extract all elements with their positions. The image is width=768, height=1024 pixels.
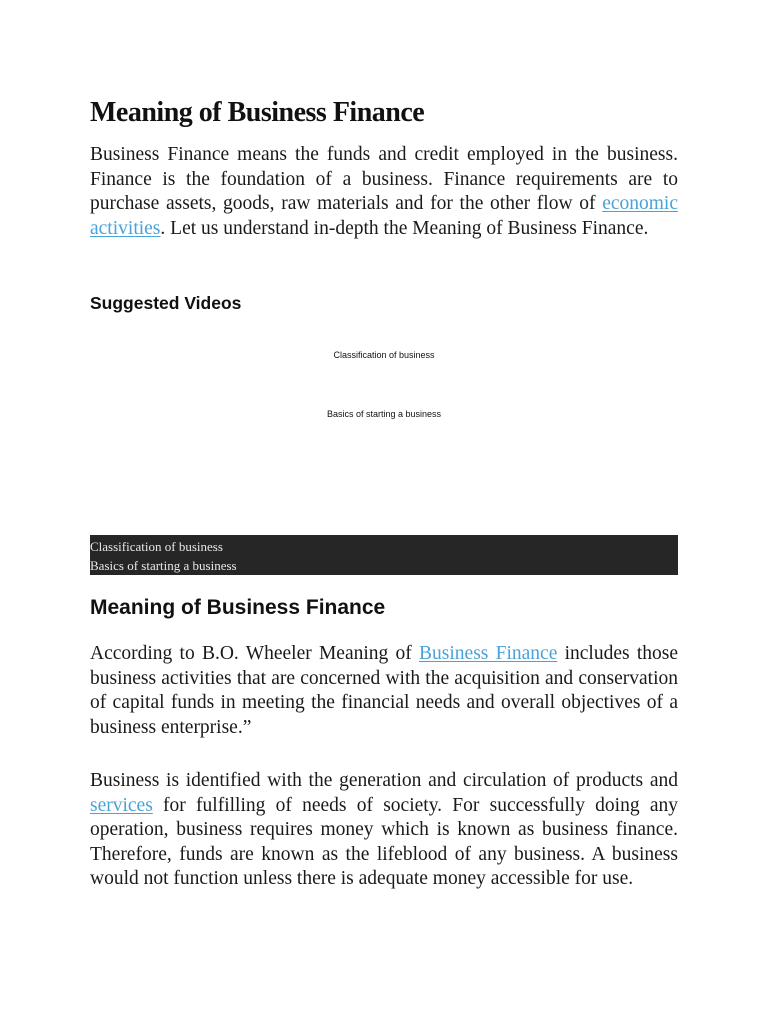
definition-text-before-link: According to B.O. Wheeler Meaning of [90,643,420,664]
intro-text-before-link: Business Finance means the funds and credit employed in the business. Finance is the foundation of a business. Finance requirements are to purchase assets, goods, raw materials and for the other flow of [90,144,678,214]
video-playlist-bar [90,535,678,575]
video-title-basics[interactable]: Basics of starting a business [326,409,442,419]
business-funds-paragraph [90,769,678,892]
playlist-item-classification[interactable]: Classification of business [90,539,223,554]
intro-paragraph [90,143,678,241]
section-heading: Meaning of Business Finance [90,596,386,619]
business-finance-link[interactable]: Business Finance [419,643,558,664]
funds-text-before-link: Business is identified with the generation and circulation of products and [90,770,678,791]
definition-text-after-link: includes those business activities that are concerned with the acquisition and conservation of capital funds in meeting the financial needs and overall objectives of a business enterprise.” [90,643,678,738]
video-title-classification[interactable]: Classification of business [333,350,435,360]
services-link[interactable]: services [90,794,153,816]
wheeler-definition-paragraph [90,642,678,740]
intro-text-after-link: . Let us understand in-depth the Meaning of Business Finance. [160,217,649,239]
playlist-item-basics[interactable]: Basics of starting a business [90,558,237,573]
funds-text-after-link: for fulfilling of needs of society. For successfully doing any operation, business requires money which is known as business finance. Therefore, funds are known as the lifeblood of any business. A business would not function unless there is adequate money accessible for use. [90,794,678,889]
page-title: Meaning of Business Finance [90,97,425,128]
economic-activities-link[interactable]: economic activities [90,193,678,239]
suggested-videos-heading: Suggested Videos [90,293,242,313]
